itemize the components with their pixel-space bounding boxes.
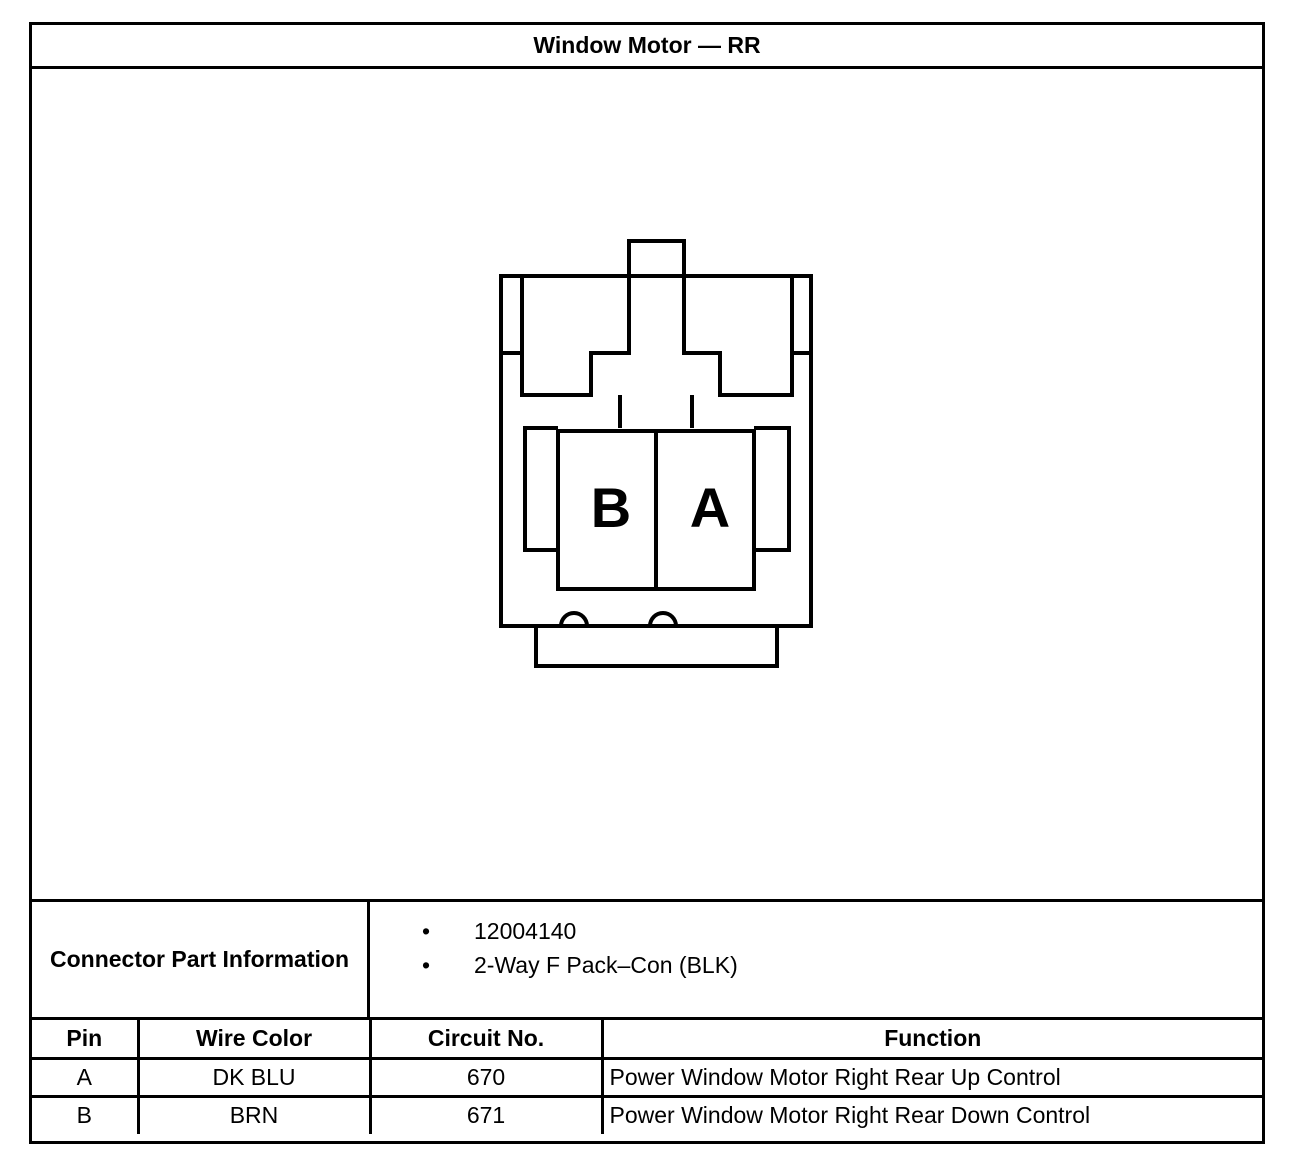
- bullet-icon: •: [422, 952, 431, 978]
- header-wire-color: Wire Color: [138, 1020, 370, 1058]
- connector-part-info-list: [370, 914, 738, 982]
- header-pin: Pin: [32, 1020, 138, 1058]
- connector-latch-housing: [522, 276, 792, 395]
- connector-drawing-area: [32, 69, 1262, 902]
- connector-latch-stem: [620, 395, 692, 428]
- pin-label-b: B: [590, 476, 632, 539]
- cell-wire-color: BRN: [138, 1096, 370, 1134]
- page-title: Window Motor — RR: [32, 25, 1262, 69]
- list-item: [370, 914, 738, 948]
- cell-function: Power Window Motor Right Rear Up Control: [602, 1058, 1262, 1096]
- connector-part-info-label: Connector Part Information: [32, 902, 370, 1017]
- part-number: 12004140: [474, 918, 577, 944]
- connector-latch-tab: [629, 241, 684, 276]
- cell-function: Power Window Motor Right Rear Down Control: [609, 1102, 1091, 1129]
- table-row: [32, 1058, 1262, 1096]
- cell-circuit: 670: [370, 1058, 602, 1096]
- pin-label-a: A: [689, 476, 731, 539]
- connector-face-diagram: [32, 69, 1262, 902]
- header-circuit-no: Circuit No.: [370, 1020, 602, 1058]
- connector-description: 2-Way F Pack–Con (BLK): [474, 952, 738, 978]
- cell-pin: A: [32, 1058, 138, 1096]
- list-item: [370, 948, 738, 982]
- connector-sheet: [29, 22, 1265, 1144]
- table-row: [32, 1096, 1262, 1134]
- pin-table: [32, 1020, 1262, 1134]
- bullet-icon: •: [422, 918, 431, 944]
- connector-base-flange: [536, 626, 777, 666]
- connector-part-information: [32, 902, 1262, 1020]
- cell-circuit: 671: [370, 1096, 602, 1134]
- cell-pin: B: [32, 1096, 138, 1134]
- header-function: Function: [602, 1020, 1262, 1058]
- table-header-row: [32, 1020, 1262, 1058]
- cell-wire-color: DK BLU: [138, 1058, 370, 1096]
